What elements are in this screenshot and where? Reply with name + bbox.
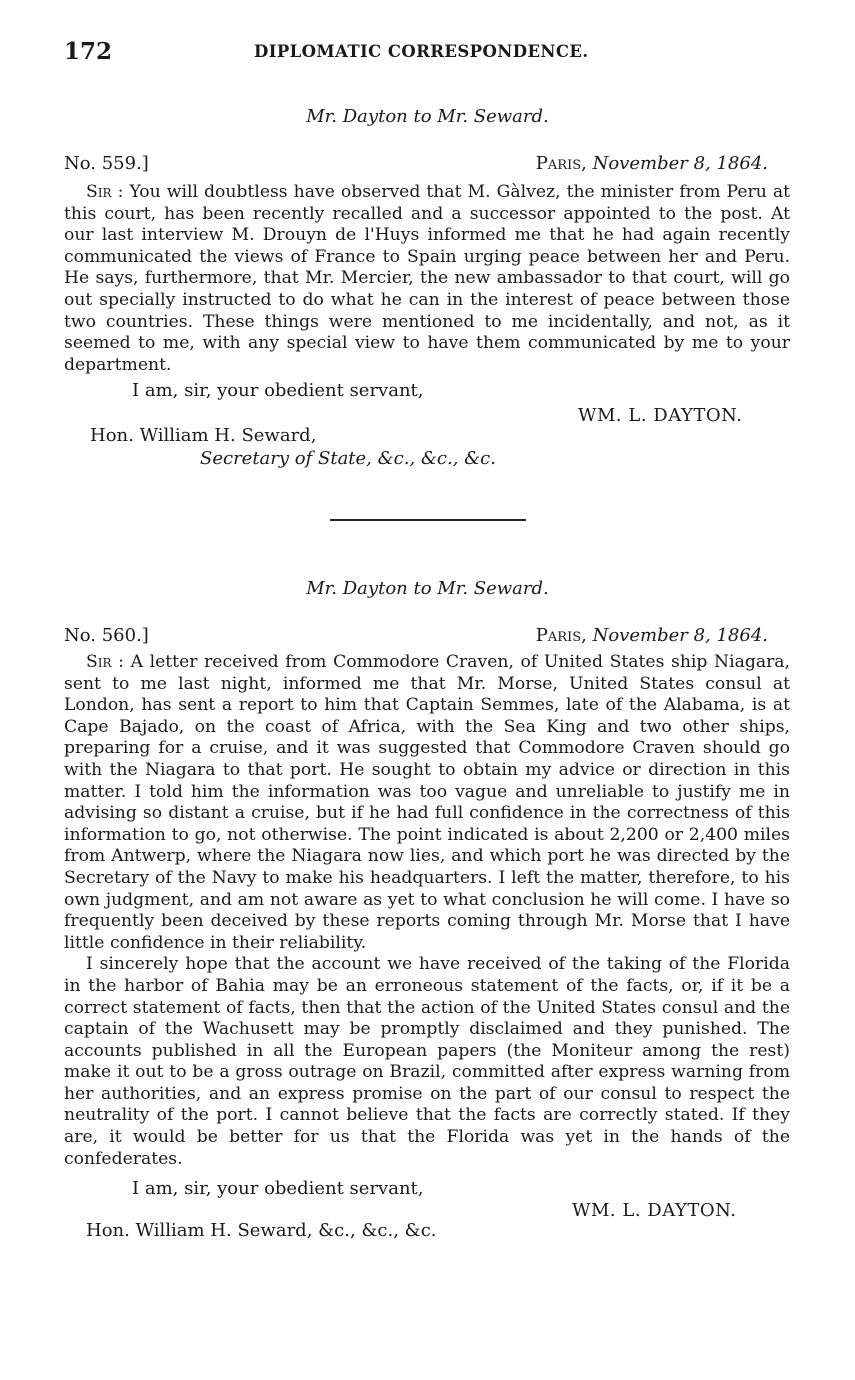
addressee-name: Hon. William H. Seward, &c., &c., &c. <box>86 1220 437 1241</box>
letter-place-date <box>536 625 768 646</box>
addressee <box>90 425 316 446</box>
section-divider <box>330 519 526 521</box>
signature: WM. L. DAYTON. <box>572 1200 737 1221</box>
addressee-name: Hon. William H. Seward, <box>90 425 317 446</box>
signature: WM. L. DAYTON. <box>578 405 743 426</box>
letter-number: No. 560.] <box>64 625 149 646</box>
paragraph-text: You will doubtless have observed that M. Gàlvez, the minister from Peru at this court, has been recently recalled and a successor appointed to the post. At our last interview M. Drouyn de l'Huys informed me that he had again recently communicated the views of France to Spain urging peace between her and Peru. He says, furthermore, that Mr. Mercier, the new ambassador to that court, will go out specially instructed to do what he can in the interest of peace between those two countries. These things were mentioned to me incidentally, and not, as it seemed to me, with any special view to have them communicated by me to your department. <box>64 182 790 375</box>
letter-body <box>64 652 790 1170</box>
addressee <box>86 1220 437 1241</box>
salutation: Sir : <box>86 182 124 202</box>
running-head: DIPLOMATIC CORRESPONDENCE. <box>254 42 589 61</box>
addressee-title: Secretary of State, &c., &c., &c. <box>200 448 496 469</box>
letter-title: Mr. Dayton to Mr. Seward. <box>306 578 549 599</box>
letter-paragraph: I sincerely hope that the account we have received of the taking of the Florida in the harbor of Bahia may be an erroneous statement of the facts, or, if it be a correct statement of facts, then that the action of the United States consul and the captain of the Wachusett may be promptly disclaimed and they punished. The accounts published in all the European papers (the Moniteur among the rest) make it out to be a gross outrage on Brazil, committed after express warning from her authorities, and an express promise on the part of our consul to respect the neutrality of the port. I cannot believe that the facts are correctly stated. If they are, it would be better for us that the Florida was yet in the hands of the confederates. <box>64 954 790 1169</box>
letter-place-date <box>536 153 768 174</box>
letter-title: Mr. Dayton to Mr. Seward. <box>306 106 549 127</box>
letter-paragraph <box>64 182 790 376</box>
salutation: Sir : <box>86 652 124 672</box>
closing: I am, sir, your obedient servant, <box>132 380 424 401</box>
letter-place: Paris, <box>535 153 587 174</box>
closing: I am, sir, your obedient servant, <box>132 1178 424 1199</box>
letter-place: Paris, <box>535 625 587 646</box>
letter-body <box>64 182 790 376</box>
page-header <box>64 38 792 68</box>
letter-paragraph <box>64 652 790 954</box>
letter-date: November 8, 1864. <box>592 153 768 174</box>
letter-number: No. 559.] <box>64 153 149 174</box>
page-number: 172 <box>64 38 113 65</box>
paragraph-text: A letter received from Commodore Craven, of United States ship Niagara, sent to me last night, informed me that Mr. Morse, United States consul at London, has sent a report to him that Captain Semmes, late of the Alabama, is at Cape Bajado, on the coast of Africa, with the Sea King and two other ships, preparing for a cruise, and it was suggested that Commodore Craven should go with the Niagara to that port. He sought to obtain my advice or direction in this matter. I told him the information was too vague and unreliable to justify me in advising so distant a cruise, but if he had full confidence in the correctness of this information to go, not otherwise. The point indicated is about 2,200 or 2,400 miles from Antwerp, where the Niagara now lies, and which port he was directed by the Secretary of the Navy to make his headquarters. I left the matter, therefore, to his own judgment, and am not aware as yet to what conclusion he will come. I have so frequently been deceived by these reports coming through Mr. Morse that I have little confidence in their reliability. <box>64 652 790 953</box>
letter-date: November 8, 1864. <box>592 625 768 646</box>
